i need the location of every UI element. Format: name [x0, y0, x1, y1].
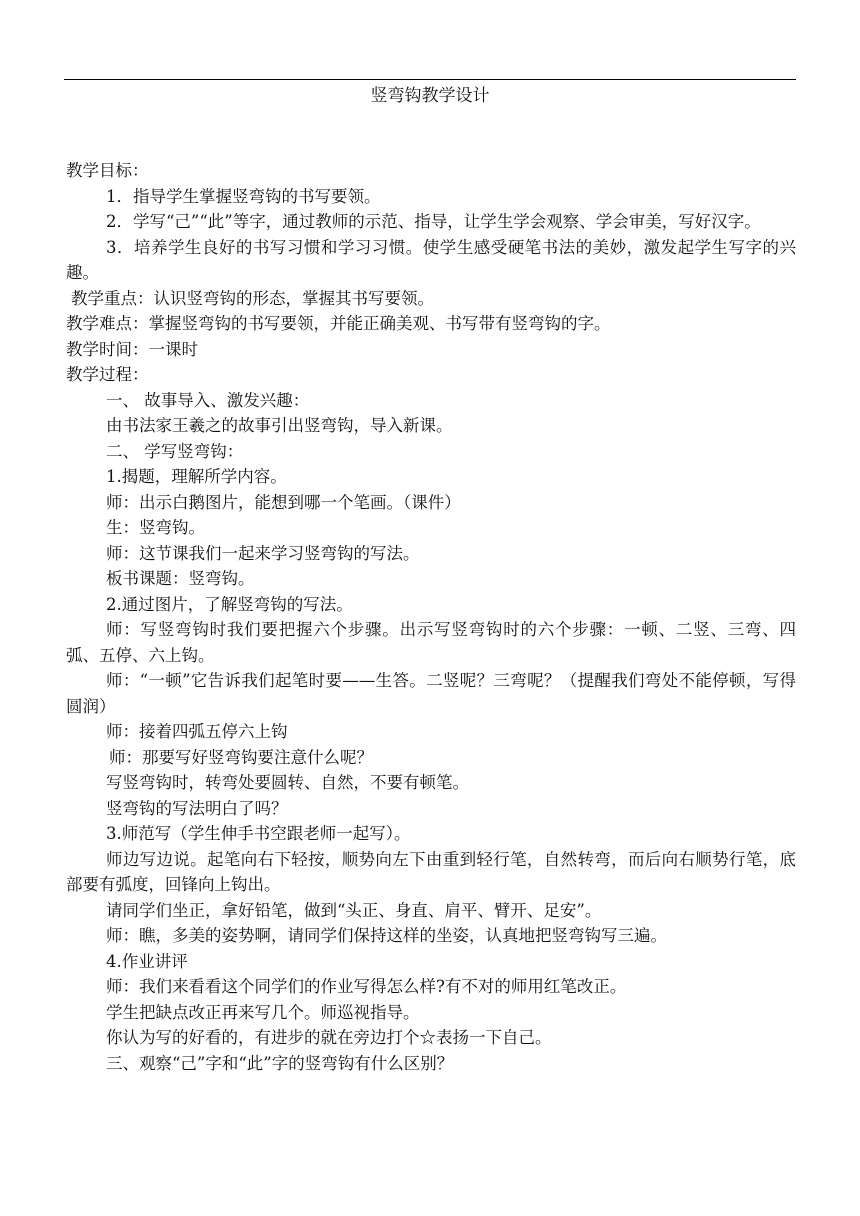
header-rule — [64, 79, 796, 80]
paragraph: 由书法家王羲之的故事引出竖弯钩，导入新课。 — [106, 416, 453, 435]
document-body — [66, 158, 796, 1076]
process-heading: 教学过程： — [66, 365, 149, 384]
paragraph: 师：写竖弯钩时我们要把握六个步骤。出示写竖弯钩时的六个步骤：一顿、二竖、三弯、四弧、五停、六上钩。 — [66, 620, 796, 665]
paragraph: 请同学们坐正，拿好铅笔，做到“头正、身直、肩平、臂开、足安”。 — [106, 900, 602, 920]
subsection-heading: 2.通过图片，了解竖弯钩的写法。 — [106, 594, 353, 614]
paragraph: 写竖弯钩时，转弯处要圆转、自然，不要有顿笔。 — [106, 773, 469, 792]
section-heading: 二、 学写竖弯钩： — [106, 441, 244, 461]
objective-item: 1．指导学生掌握竖弯钩的书写要领。 — [106, 186, 381, 206]
document-title: 竖弯钩教学设计 — [370, 86, 490, 106]
paragraph: 板书课题：竖弯钩。 — [106, 569, 255, 588]
paragraph: 你认为写的好看的，有进步的就在旁边打个☆表扬一下自己。 — [106, 1028, 552, 1047]
paragraph: 师边写边说。起笔向右下轻按，顺势向左下由重到轻行笔，自然转弯，而后向右顺势行笔，底部要有弧度，回锋向上钩出。 — [66, 849, 796, 894]
section-heading: 一、 故事导入、激发兴趣： — [106, 390, 310, 410]
section-heading: 三、观察“己”字和“此”字的竖弯钩有什么区别？ — [106, 1053, 454, 1073]
lesson-time: 教学时间：一课时 — [66, 339, 198, 359]
paragraph: 师：这节课我们一起来学习竖弯钩的写法。 — [106, 543, 420, 563]
subsection-heading: 1.揭题，理解所学内容。 — [106, 467, 287, 486]
objective-item: 2．学写“己”“此”等字，通过教师的示范、指导，让学生学会观察、学会审美，写好汉字。 — [106, 212, 761, 231]
key-point: 教学重点：认识竖弯钩的形态，掌握其书写要领。 — [71, 288, 434, 308]
objective-item: 3．培养学生良好的书写习惯和学习习惯。使学生感受硬笔书法的美妙，激发起学生写字的兴趣。 — [66, 237, 796, 282]
paragraph: 学生把缺点改正再来写几个。师巡视指导。 — [106, 1002, 420, 1022]
difficulty: 教学难点：掌握竖弯钩的书写要领，并能正确美观、书写带有竖弯钩的字。 — [66, 314, 611, 333]
paragraph: 师：出示白鹅图片，能想到哪一个笔画。（课件） — [106, 492, 461, 512]
paragraph: 竖弯钩的写法明白了吗？ — [106, 798, 288, 818]
paragraph: 师：瞧，多美的姿势啊，请同学们保持这样的坐姿，认真地把竖弯钩写三遍。 — [106, 926, 667, 945]
paragraph: 师：接着四弧五停六上钩 — [106, 722, 288, 741]
paragraph: 师：我们来看看这个同学们的作业写得怎么样?有不对的师用红笔改正。 — [106, 977, 627, 996]
paragraph: 师：“一顿”它告诉我们起笔时要——生答。二竖呢？三弯呢？（提醒我们弯处不能停顿，写得圆润） — [66, 671, 796, 716]
objectives-heading: 教学目标： — [66, 161, 149, 180]
subsection-heading: 4.作业讲评 — [106, 951, 188, 971]
subsection-heading: 3.师范写（学生伸手书空跟老师一起写）。 — [106, 824, 411, 843]
paragraph: 生：竖弯钩。 — [106, 518, 205, 537]
paragraph: 师：那要写好竖弯钩要注意什么呢？ — [109, 747, 373, 767]
